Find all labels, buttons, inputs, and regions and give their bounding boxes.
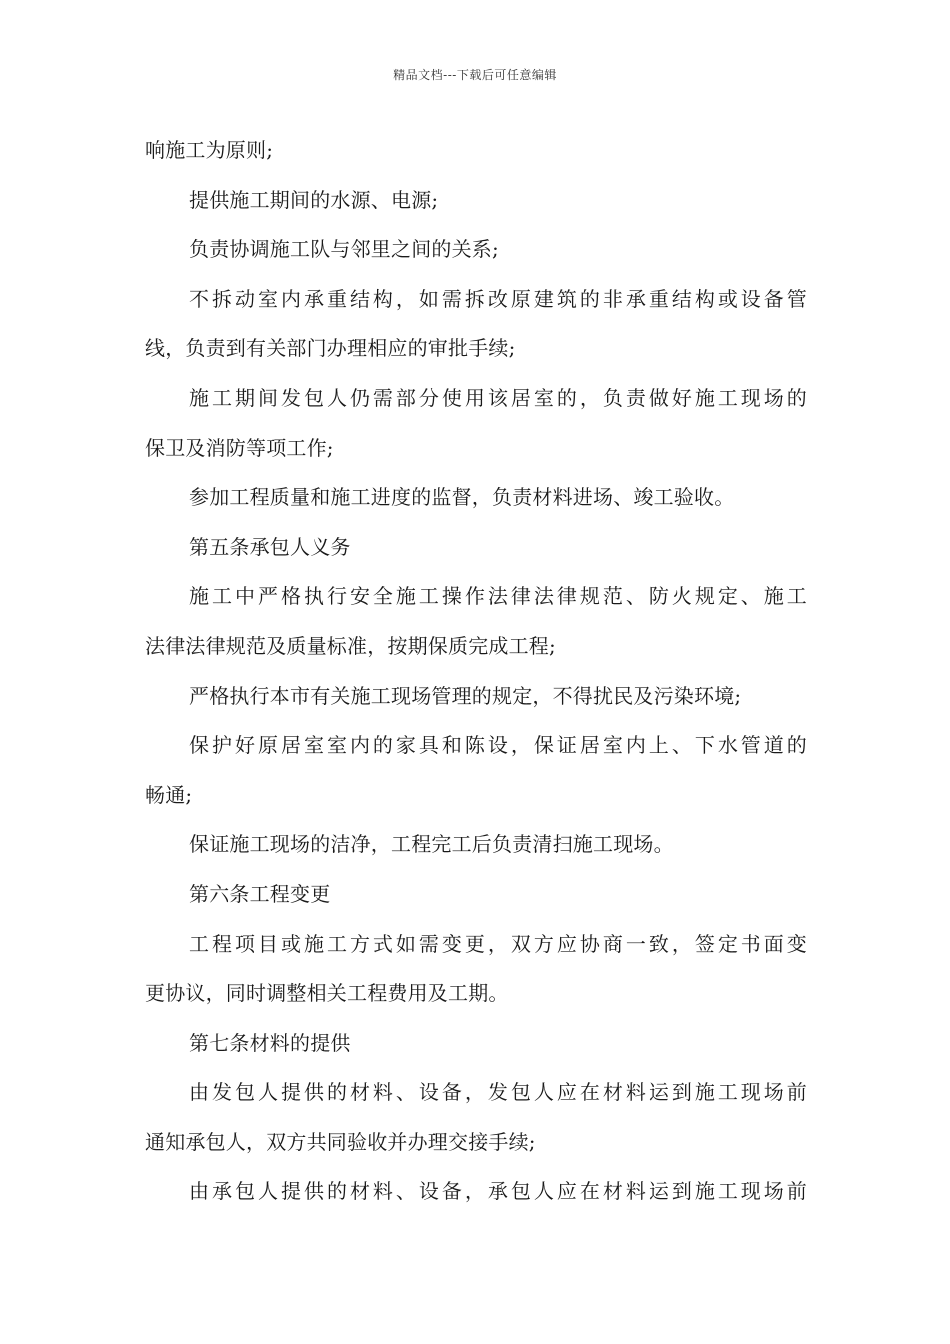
paragraph-line: 法律法律规范及质量标准，按期保质完成工程; [145, 633, 556, 658]
section-heading: 第五条承包人义务 [189, 534, 351, 559]
paragraph-line: 畅通; [145, 782, 193, 807]
paragraph-line: 负责协调施工队与邻里之间的关系; [189, 237, 499, 262]
paragraph-line: 响施工为原则; [145, 138, 274, 162]
paragraph-line: 施工中严格执行安全施工操作法律法律规范、防火规定、施工 [189, 584, 807, 609]
paragraph-line: 参加工程质量和施工进度的监督，负责材料进场、竣工验收。 [189, 485, 735, 510]
paragraph-line: 保证施工现场的洁净，工程完工后负责清扫施工现场。 [189, 832, 674, 857]
paragraph-line: 由发包人提供的材料、设备，发包人应在材料运到施工现场前 [189, 1080, 807, 1105]
paragraph-line: 更协议，同时调整相关工程费用及工期。 [145, 981, 509, 1006]
paragraph-line: 保护好原居室室内的家具和陈设，保证居室内上、下水管道的 [189, 733, 807, 758]
paragraph-line: 严格执行本市有关施工现场管理的规定，不得扰民及污染环境; [189, 683, 742, 708]
paragraph-line: 施工期间发包人仍需部分使用该居室的，负责做好施工现场的 [189, 385, 807, 410]
document-body [145, 126, 807, 1217]
paragraph-line: 不拆动室内承重结构，如需拆改原建筑的非承重结构或设备管 [189, 286, 807, 311]
paragraph-line: 保卫及消防等项工作; [145, 435, 334, 460]
section-heading: 第六条工程变更 [189, 881, 331, 906]
paragraph-line: 线，负责到有关部门办理相应的审批手续; [145, 336, 516, 361]
paragraph-line: 通知承包人，双方共同验收并办理交接手续; [145, 1129, 536, 1154]
section-heading: 第七条材料的提供 [189, 1030, 351, 1055]
paragraph-line: 提供施工期间的水源、电源; [189, 187, 439, 212]
paragraph-line: 工程项目或施工方式如需变更，双方应协商一致，签定书面变 [189, 931, 807, 956]
page-header: 精品文档---下载后可任意编辑 [393, 68, 557, 82]
paragraph-line: 由承包人提供的材料、设备，承包人应在材料运到施工现场前 [189, 1179, 807, 1204]
